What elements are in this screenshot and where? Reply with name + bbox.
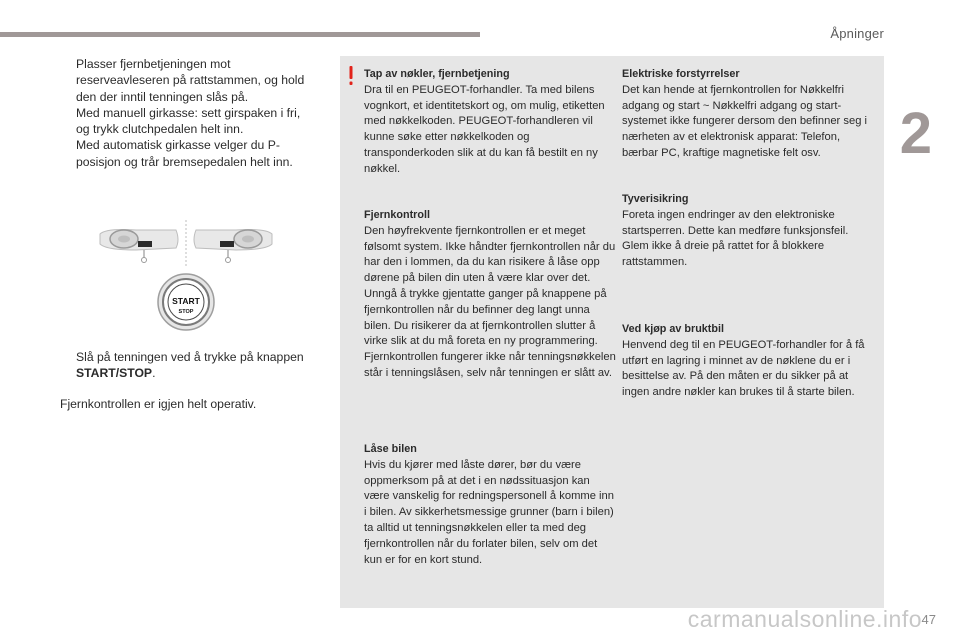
start-stop-label: START/STOP — [76, 366, 153, 381]
note-text: Dra til en PEUGEOT-forhandler. Ta med bilens vognkort, et identitetskort og, om mulig, etiketten med nøkkelkoden. PEUGEOT-forhandleren vil kunne søke etter nøkkelkoden og transponderkoden slik at du kan få bestilt en ny nøkkel. — [364, 83, 605, 175]
watermark: carmanualsonline.info — [687, 606, 922, 632]
bullet-text: Med manuell girkasse: sett girspaken i fri, og trykk clutchpedalen helt inn. — [76, 105, 301, 137]
note-block — [622, 322, 872, 401]
section-title: Åpninger — [830, 26, 884, 41]
note-title: Ved kjøp av bruktbil — [622, 323, 724, 335]
steering-wheel-icon — [194, 230, 272, 263]
note-text: Henvend deg til en PEUGEOT-forhandler for å få utført en lagring i minnet av de nøklene du er i besittelse av. På den måten er du sikker på at ingen andre nøkler kan brukes til å starte bilen. — [622, 338, 865, 399]
note-title: Tap av nøkler, fjernbetjening — [364, 68, 510, 80]
bullet-text: Med automatisk girkasse velger du P-posisjon og trår bremsepedalen helt inn. — [76, 138, 293, 169]
steering-column-illustration — [96, 214, 276, 334]
status-paragraph: Fjernkontrollen er igjen helt operativ. — [60, 397, 257, 411]
warning-icon — [348, 66, 354, 86]
list-item — [60, 105, 316, 138]
start-stop-button-icon — [158, 274, 214, 330]
list-item — [60, 349, 338, 382]
note-block — [622, 192, 872, 271]
list-item — [60, 56, 316, 105]
note-text: Hvis du kjører med låste dører, bør du være oppmerksom på at det i en nødssituasjon kan være vanskelig for redningspersonell å komme inn i bilen. Av sikkerhetsmessige grunner (barn i bilen) ta alltid ut tenningsnøkkelen eller ta med deg fjernkontrollen når du forlater bilen, selv om det kun er for en kort stund. — [364, 458, 614, 566]
note-title: Låse bilen — [364, 443, 417, 455]
stop-label: STOP — [178, 309, 194, 315]
note-text: Det kan hende at fjernkontrollen for Nøkkelfri adgang og start ~ Nøkkelfri adgang og start-systemet ikke fungerer dersom den befinner seg i nærheten av et elektronisk apparat: Telefon, bærbar PC, kraftige magnetiske felt osv. — [622, 83, 868, 159]
note-title: Fjernkontroll — [364, 209, 430, 221]
note-title: Elektriske forstyrrelser — [622, 68, 740, 80]
page-number: 47 — [921, 612, 936, 627]
bullet-text-prefix: Slå på tenningen ved å trykke på knappen — [76, 350, 304, 364]
note-title: Tyverisikring — [622, 193, 689, 205]
note-text: Foreta ingen endringer av den elektroniske startsperren. Dette kan medføre funksjonsfeil. Glem ikke å dreie på rattet for å blokkere rattstammen. — [622, 208, 849, 269]
start-label: START — [172, 296, 200, 306]
header-rule — [0, 32, 480, 37]
note-block — [622, 67, 872, 162]
note-block — [364, 442, 616, 568]
steering-wheel-icon — [100, 230, 178, 263]
bullet-text-suffix: . — [152, 366, 156, 381]
note-text: Den høyfrekvente fjernkontrollen er et meget følsomt system. Ikke håndter fjernkontrollen når du har den i lommen, da du kan risikere å låse opp dørene på bilen din uten å være klar over det. Unngå å trykke gjentatte ganger på knappene på fjernkontrollen når du befinner deg langt unna bilen. Du risikerer da at fjernkontrollen slutter å virke slik at du må foreta en ny programmering. Fjernkontrollen fungerer ikke når tenningsnøkkelen står i tenningslåsen, selv når tenningen er slått av. — [364, 224, 616, 379]
note-block — [364, 208, 616, 382]
list-item — [60, 137, 316, 170]
instruction-list — [60, 56, 316, 170]
bullet-text: Plasser fjernbetjeningen mot reserveavleseren på rattstammen, og hold den der inntil tenningen slås på. — [76, 57, 305, 104]
note-block — [364, 67, 616, 178]
chapter-number: 2 — [899, 101, 932, 166]
